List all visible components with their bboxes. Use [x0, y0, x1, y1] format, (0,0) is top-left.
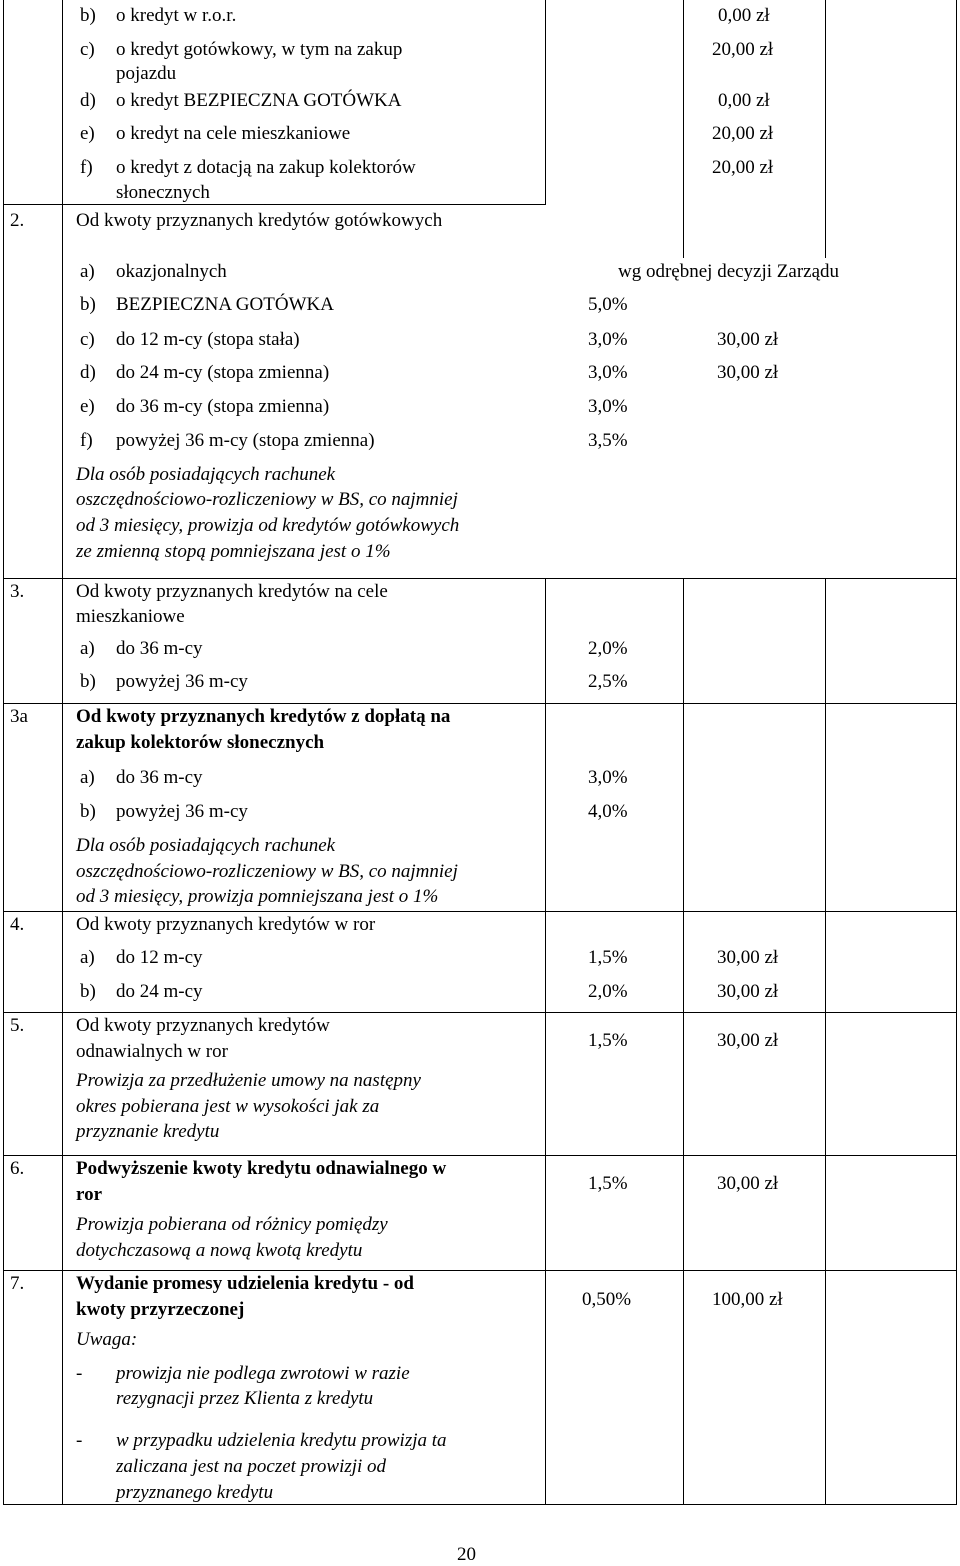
item-letter: b)	[80, 801, 96, 822]
remark-text: przyznanego kredytu	[116, 1482, 274, 1503]
item-label: o kredyt z dotacją na zakup kolektorów	[116, 157, 416, 178]
row-divider	[3, 1012, 957, 1013]
remark-text: prowizja nie podlega zwrotowi w razie	[116, 1363, 410, 1384]
discount-note: Dla osób posiadających rachunek	[76, 835, 336, 856]
item-label: powyżej 36 m-cy	[116, 671, 248, 692]
column-divider	[825, 0, 826, 258]
item-label: do 36 m-cy	[116, 638, 203, 659]
section-number: 7.	[10, 1273, 25, 1294]
fee-amount: 20,00 zł	[712, 39, 774, 60]
fee-percent: 3,0%	[588, 767, 628, 788]
row-divider	[3, 703, 957, 704]
table-border-bottom	[3, 1504, 957, 1505]
remark-text: w przypadku udzielenia kredytu prowizja ta	[116, 1430, 447, 1451]
fee-amount: 0,00 zł	[718, 5, 770, 26]
discount-note: od 3 miesięcy, prowizja od kredytów gotówkowych	[76, 515, 460, 536]
fee-explanation: Prowizja pobierana od różnicy pomiędzy	[76, 1214, 388, 1235]
item-label: do 36 m-cy	[116, 767, 203, 788]
item-label: o kredyt BEZPIECZNA GOTÓWKA	[116, 90, 402, 111]
section-title: ror	[76, 1184, 103, 1205]
item-letter: b)	[80, 671, 96, 692]
fee-percent: 3,0%	[588, 396, 628, 417]
item-letter: e)	[80, 396, 95, 417]
fee-percent: 1,5%	[588, 1030, 628, 1051]
fee-explanation: przyznanie kredytu	[76, 1121, 220, 1142]
item-letter: d)	[80, 90, 96, 111]
section-number: 3.	[10, 581, 25, 602]
fee-percent: 3,0%	[588, 329, 628, 350]
fee-amount: 0,00 zł	[718, 90, 770, 111]
item-label: do 12 m-cy (stopa stała)	[116, 329, 300, 350]
fee-minimum: 30,00 zł	[717, 947, 779, 968]
item-label: powyżej 36 m-cy (stopa zmienna)	[116, 430, 375, 451]
fee-explanation: dotychczasową a nową kwotą kredytu	[76, 1240, 363, 1261]
section-title: zakup kolektorów słonecznych	[76, 732, 325, 753]
item-label: pojazdu	[116, 63, 177, 84]
item-letter: c)	[80, 39, 95, 60]
item-label: słonecznych	[116, 182, 210, 203]
item-letter: f)	[80, 430, 93, 451]
fee-percent: 1,5%	[588, 947, 628, 968]
item-label: do 36 m-cy (stopa zmienna)	[116, 396, 330, 417]
item-letter: f)	[80, 157, 93, 178]
column-divider	[545, 578, 546, 1505]
fee-percent: 3,5%	[588, 430, 628, 451]
section-title: Od kwoty przyznanych kredytów gotówkowych	[76, 210, 443, 231]
remark-bullet: -	[76, 1430, 83, 1451]
item-label: BEZPIECZNA GOTÓWKA	[116, 294, 334, 315]
section-title: mieszkaniowe	[76, 606, 185, 627]
fee-amount: 20,00 zł	[712, 157, 774, 178]
page-number: 20	[457, 1544, 476, 1565]
item-label: okazjonalnych	[116, 261, 227, 282]
fee-percent: 4,0%	[588, 801, 628, 822]
discount-note: oszczędnościowo-rozliczeniowy w BS, co najmniej	[76, 861, 458, 882]
section-title: Od kwoty przyznanych kredytów z dopłatą na	[76, 706, 451, 727]
row-divider	[3, 1155, 957, 1156]
section-number: 2.	[10, 210, 25, 231]
fee-minimum: 30,00 zł	[717, 362, 779, 383]
fee-minimum: 30,00 zł	[717, 1030, 779, 1051]
remark-text: zaliczana jest na poczet prowizji od	[116, 1456, 387, 1477]
fee-explanation: okres pobierana jest w wysokości jak za	[76, 1096, 380, 1117]
fee-percent: 5,0%	[588, 294, 628, 315]
table-border-left	[3, 0, 4, 1505]
row-divider	[3, 204, 546, 205]
section-title: Podwyższenie kwoty kredytu odnawialnego w	[76, 1158, 447, 1179]
item-letter: a)	[80, 261, 95, 282]
remark-text: rezygnacji przez Klienta z kredytu	[116, 1388, 374, 1409]
item-letter: e)	[80, 123, 95, 144]
fee-amount: 20,00 zł	[712, 123, 774, 144]
item-letter: a)	[80, 767, 95, 788]
section-title: Wydanie promesy udzielenia kredytu - od	[76, 1273, 414, 1294]
fee-percent: 2,5%	[588, 671, 628, 692]
fee-minimum: 30,00 zł	[717, 1173, 779, 1194]
fee-note: wg odrębnej decyzji Zarządu	[618, 261, 840, 282]
column-divider	[62, 0, 63, 1505]
section-number: 3a	[10, 706, 28, 727]
remark-bullet: -	[76, 1363, 83, 1384]
section-title: Od kwoty przyznanych kredytów na cele	[76, 581, 388, 602]
fee-minimum: 100,00 zł	[712, 1289, 783, 1310]
discount-note: Dla osób posiadających rachunek	[76, 464, 336, 485]
column-divider	[545, 0, 546, 204]
discount-note: ze zmienną stopą pomniejszana jest o 1%	[76, 541, 391, 562]
remark-heading: Uwaga:	[76, 1329, 138, 1350]
fee-percent: 1,5%	[588, 1173, 628, 1194]
item-label: o kredyt w r.o.r.	[116, 5, 237, 26]
fee-percent: 2,0%	[588, 638, 628, 659]
item-label: do 24 m-cy (stopa zmienna)	[116, 362, 330, 383]
discount-note: oszczędnościowo-rozliczeniowy w BS, co najmniej	[76, 489, 458, 510]
fee-minimum: 30,00 zł	[717, 981, 779, 1002]
item-label: o kredyt na cele mieszkaniowe	[116, 123, 351, 144]
item-letter: b)	[80, 5, 96, 26]
section-number: 4.	[10, 914, 25, 935]
section-title: odnawialnych w ror	[76, 1041, 228, 1062]
row-divider	[3, 1270, 957, 1271]
section-number: 6.	[10, 1158, 25, 1179]
column-divider	[683, 578, 684, 1505]
item-label: powyżej 36 m-cy	[116, 801, 248, 822]
item-letter: b)	[80, 981, 96, 1002]
column-divider	[825, 578, 826, 1505]
discount-note: od 3 miesięcy, prowizja pomniejszana jest o 1%	[76, 886, 439, 907]
item-letter: a)	[80, 638, 95, 659]
section-number: 5.	[10, 1015, 25, 1036]
item-letter: d)	[80, 362, 96, 383]
fee-explanation: Prowizja za przedłużenie umowy na następny	[76, 1070, 421, 1091]
section-title: Od kwoty przyznanych kredytów	[76, 1015, 330, 1036]
fee-percent: 0,50%	[582, 1289, 632, 1310]
row-divider	[3, 911, 957, 912]
fee-percent: 2,0%	[588, 981, 628, 1002]
section-title: kwoty przyrzeczonej	[76, 1299, 245, 1320]
row-divider	[3, 578, 957, 579]
item-label: do 12 m-cy	[116, 947, 203, 968]
item-label: do 24 m-cy	[116, 981, 203, 1002]
item-letter: b)	[80, 294, 96, 315]
fee-minimum: 30,00 zł	[717, 329, 779, 350]
item-label: o kredyt gotówkowy, w tym na zakup	[116, 39, 403, 60]
item-letter: a)	[80, 947, 95, 968]
fee-percent: 3,0%	[588, 362, 628, 383]
table-border-right	[956, 0, 957, 1505]
column-divider	[683, 0, 684, 258]
item-letter: c)	[80, 329, 95, 350]
section-title: Od kwoty przyznanych kredytów w ror	[76, 914, 376, 935]
